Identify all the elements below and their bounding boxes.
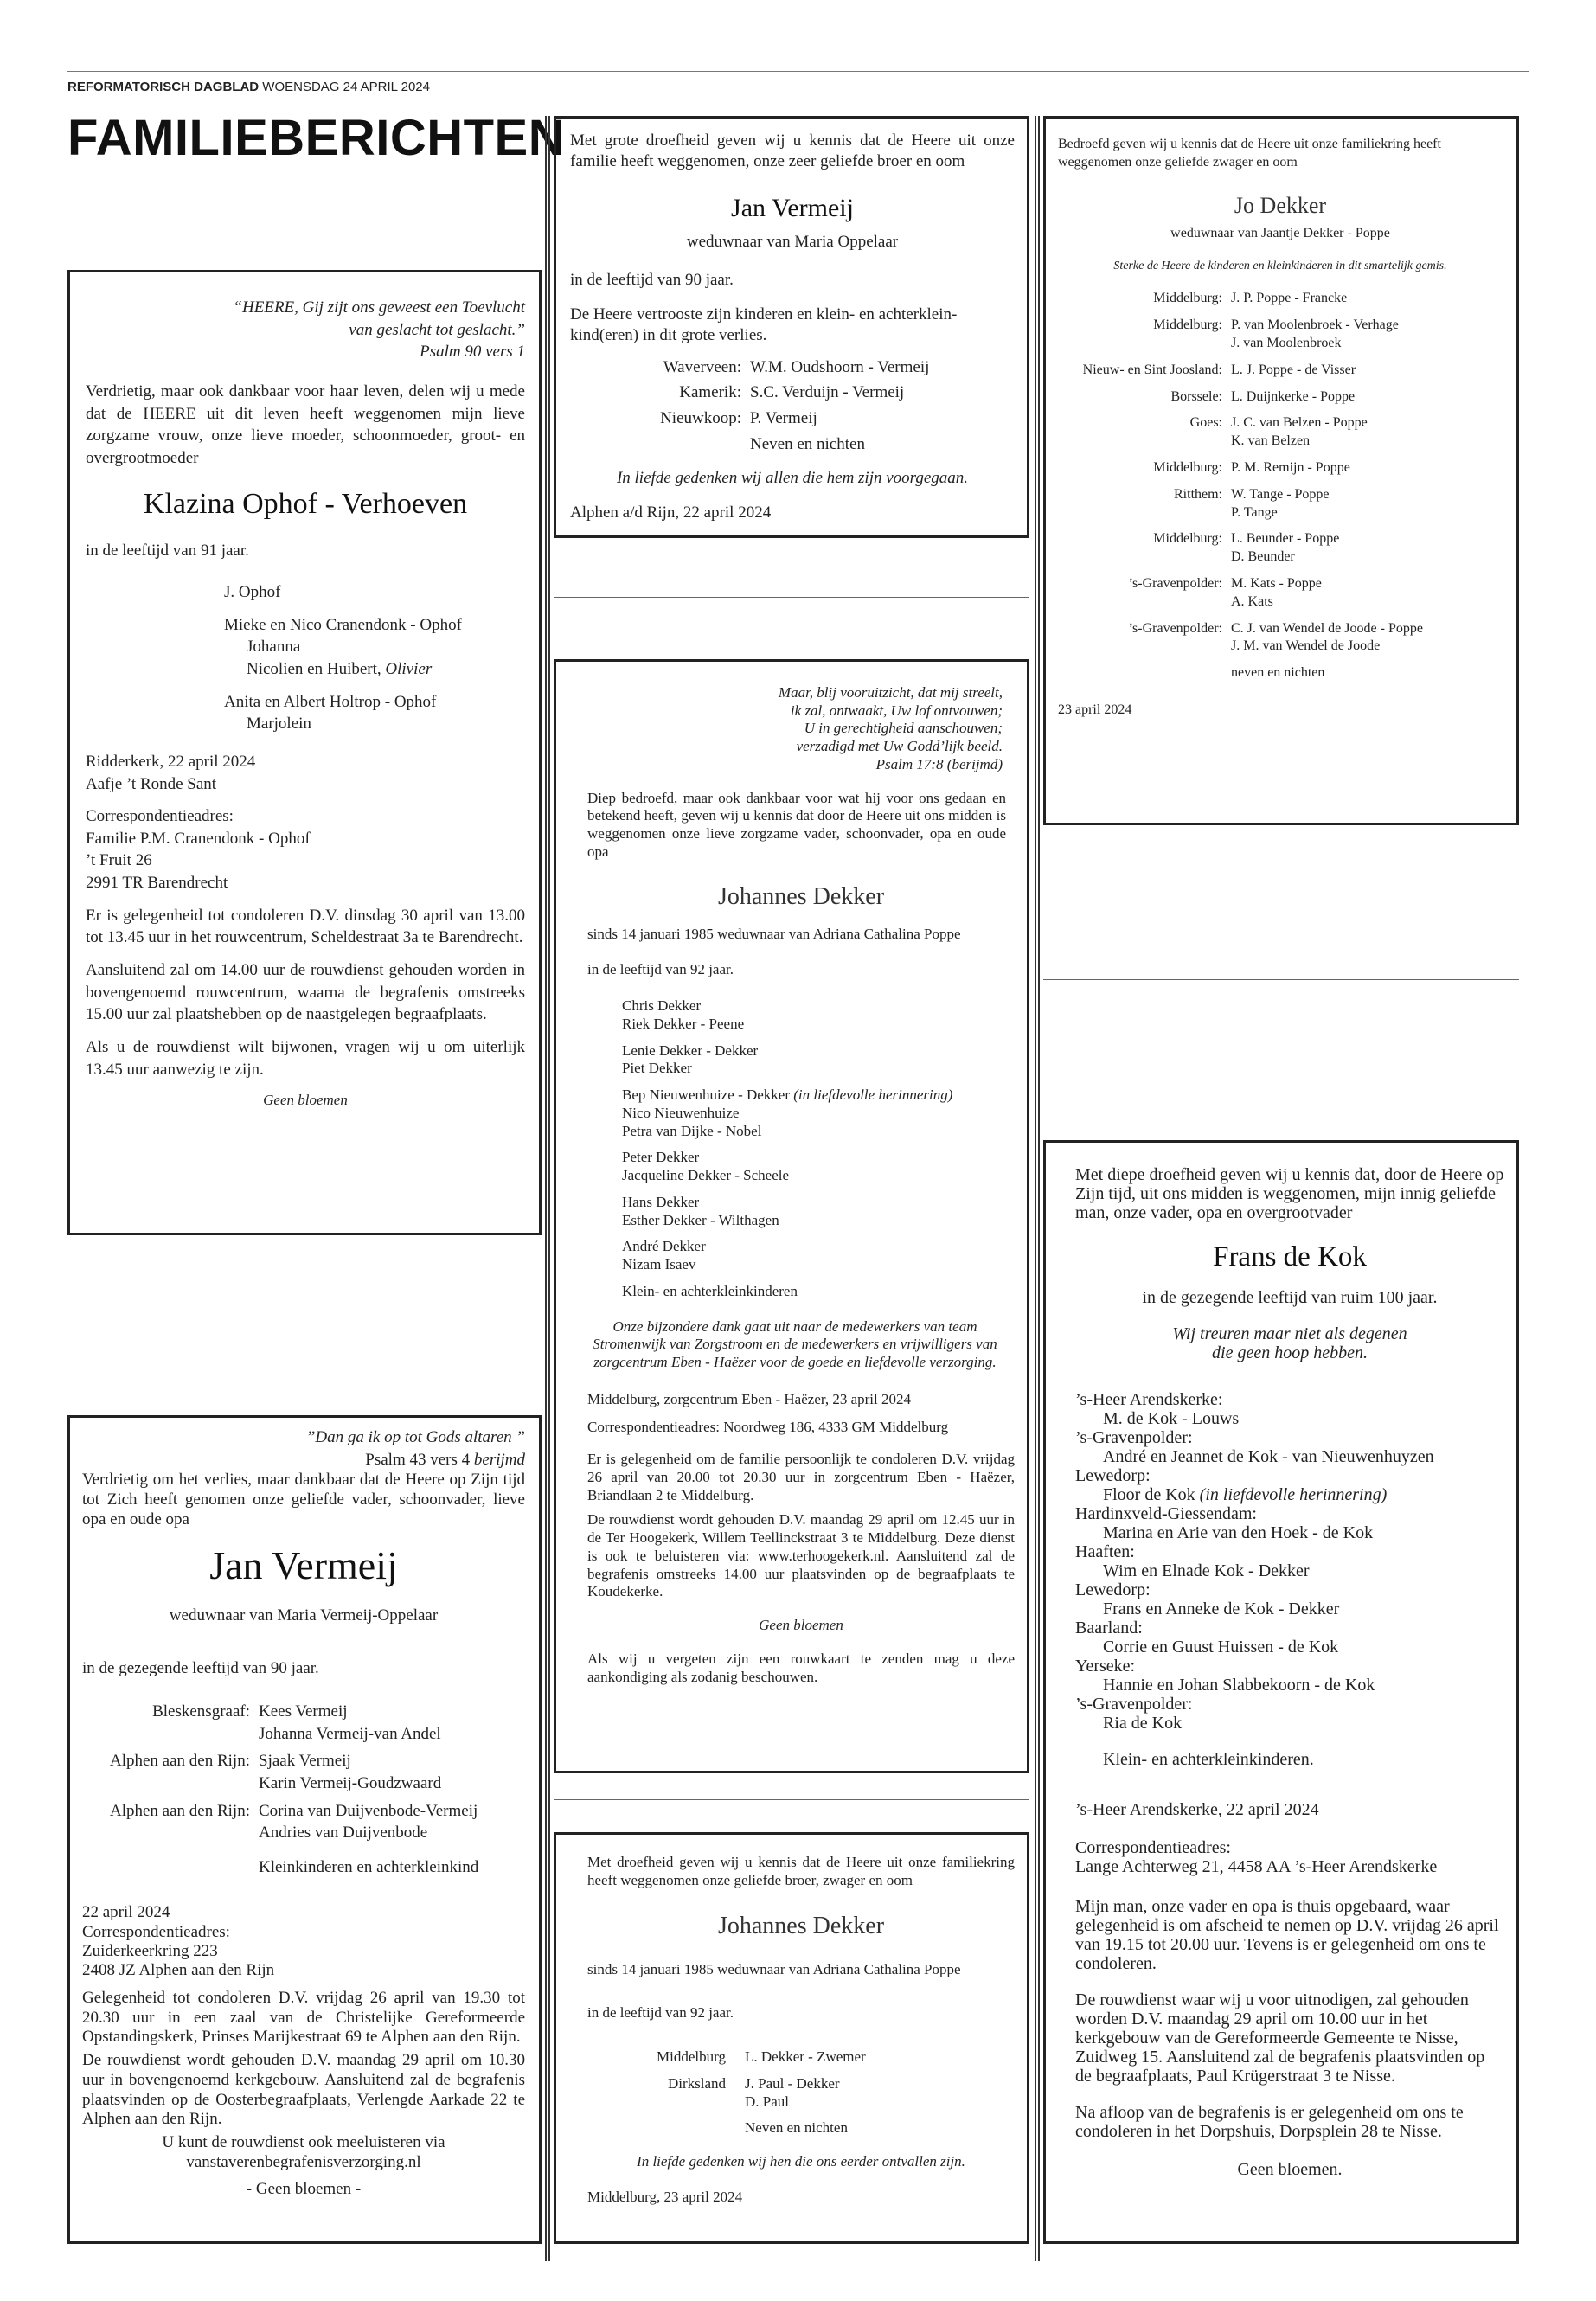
ophof-correspondence: Correspondentieadres: Familie P.M. Cranendonk - Ophof ’t Fruit 26 2991 TR Barendrecht <box>86 807 311 893</box>
family-names: Corina van Duijvenbode-Vermeij Andries van Duijvenbode <box>259 1801 478 1843</box>
jo-date: 23 april 2024 <box>1058 702 1132 717</box>
family-names-row <box>1103 1485 1504 1504</box>
vermeij2-family <box>82 1701 525 1878</box>
family-names: W. Tange - Poppe P. Tange <box>1231 486 1330 520</box>
johannes2-place-date: Middelburg, 23 april 2024 <box>587 2188 743 2205</box>
family-row <box>587 2048 1015 2067</box>
notice-jo-dekker <box>1043 116 1519 825</box>
johannes-age: in de leeftijd van 92 jaar. <box>587 960 734 977</box>
vermeij1-intro: Met grote droefheid geven wij u kennis dat de Heere uit onze familie heeft weggenomen, onze zeer geliefde broer en oom <box>570 131 1015 170</box>
johannes2-family <box>587 2048 1015 2138</box>
vermeij2-condole: Gelegenheid tot condoleren D.V. vrijdag 26 april van 19.30 tot 20.30 uur in een zaal van de Christelijke Gereformeerde Opstandingskerk, Prinses Marijkestraat 69 te Alphen aan den Rijn. <box>82 1988 525 2047</box>
family-member: Jacqueline Dekker - Scheele <box>622 1167 790 1184</box>
dekok-grandchildren: Klein- en achterkleinkinderen. <box>1103 1750 1314 1770</box>
family-names: L. Dekker - Zwemer <box>745 2048 866 2066</box>
johannes-family <box>622 997 1015 1300</box>
family-place: Alphen aan den Rijn: <box>110 1752 250 1771</box>
family-member: Petra van Dijke - Nobel <box>622 1122 762 1139</box>
dekok-no-flowers: Geen bloemen. <box>1237 2160 1343 2180</box>
johannes2-intro: Met droefheid geven wij u kennis dat de Heere uit onze familiekring heeft weggenomen onze geliefde broer, zwager en oom <box>587 1854 1015 1888</box>
family-place: ’s-Gravenpolder: <box>1128 575 1222 591</box>
family-sub: Nicolien en Huibert, <box>247 659 386 678</box>
ophof-condole: Er is gelegenheid tot condoleren D.V. dinsdag 30 april van 13.00 tot 13.45 uur in het rouwcentrum, Scheldestraat 3a te Barendrecht. <box>86 906 525 947</box>
family-names: Corrie en Guust Huissen - de Kok <box>1103 1638 1339 1657</box>
family-place: Middelburg: <box>1153 531 1222 547</box>
johannes-no-flowers: Geen bloemen <box>759 1617 843 1634</box>
vermeij2-correspondence: Correspondentieadres: Zuiderkeerkring 223 2408 JZ Alphen aan den Rijn <box>82 1923 275 1979</box>
family-names: Floor de Kok <box>1103 1485 1200 1505</box>
top-rule <box>67 71 1529 72</box>
johannes2-memory: In liefde gedenken wij hen die ons eerder ontvallen zijn. <box>637 2153 965 2170</box>
johannes-intro: Diep bedroefd, maar ook dankbaar voor wat hij voor ons gedaan en betekend heeft, geven wij u kennis dat door de Heere uit ons midden is weggenomen onze lieve zorgzame vader, schoonvader, opa en oude opa <box>587 789 1006 860</box>
vermeij2-date: 22 april 2024 <box>82 1902 170 1921</box>
family-row <box>1058 486 1503 522</box>
johannes-place-date: Middelburg, zorgcentrum Eben - Haëzer, 23 april 2024 <box>587 1390 911 1407</box>
family-place: Yerseke: <box>1075 1657 1136 1676</box>
family-place: Dirksland <box>667 2074 726 2092</box>
vermeij1-place-date: Alphen a/d Rijn, 22 april 2024 <box>570 503 772 522</box>
vermeij2-quote-ref: Psalm 43 vers 4 <box>365 1450 474 1469</box>
notice-ophof <box>67 270 542 1235</box>
family-member: Esther Dekker - Wilthagen <box>622 1211 779 1228</box>
family-names: Neven en nichten <box>750 434 865 453</box>
family-sub-row <box>247 658 525 681</box>
family-row <box>1058 530 1503 567</box>
family-place: Nieuwkoop: <box>660 409 741 428</box>
vermeij1-memory: In liefde gedenken wij allen die hem zijn voorgegaan. <box>616 469 969 488</box>
johannes-quote: Maar, blij vooruitzicht, dat mij streelt, ik zal, ontwaakt, Uw lof ontvouwen; U in gerechtigheid aanschouwen; verzadigd met Uw Godd’lijk beeld. <box>778 684 1003 755</box>
vermeij2-quote-ref-row <box>82 1449 525 1471</box>
separator-mid-1 <box>554 597 1029 598</box>
family-row <box>1058 388 1503 407</box>
johannes2-age: in de leeftijd van 92 jaar. <box>587 2004 734 2022</box>
family-place: Middelburg: <box>1153 317 1222 333</box>
ophof-attend: Als u de rouwdienst wilt bijwonen, vragen wij u om uiterlijk 13.45 uur aanwezig te zijn. <box>86 1037 525 1079</box>
column-separator-2 <box>1035 116 1040 2261</box>
ophof-name: Klazina Ophof - Verhoeven <box>143 488 468 521</box>
family-member: Mieke en Nico Cranendonk - Ophof <box>224 615 462 634</box>
family-member: Riek Dekker - Peene <box>622 1015 745 1032</box>
family-member: Nico Nieuwenhuize <box>622 1104 740 1121</box>
family-row <box>1058 362 1503 380</box>
family-place: ’s-Gravenpolder: <box>1075 1428 1193 1448</box>
family-group <box>622 1149 1015 1184</box>
vermeij2-intro: Verdrietig om het verlies, maar dankbaar dat de Heere op Zijn tijd tot Zich heeft genomen onze geliefde vader, schoonvader, lieve opa en oude opa <box>82 1471 525 1529</box>
family-group <box>622 1042 1015 1078</box>
vermeij2-quote-ref-it: berijmd <box>473 1450 525 1469</box>
johannes-forget: Als wij u vergeten zijn een rouwkaart te zenden mag u deze aankondiging als zodanig beschouwen. <box>587 1650 1015 1685</box>
dekok-service: De rouwdienst waar wij u voor uitnodigen, zal gehouden worden D.V. maandag 29 april om 10.00 uur in het kerkgebouw van de Gereformeerde Gemeente te Nisse, Zuidweg 15. Aansluitend zal de begrafenis plaatsvinden op de begraafplaats, Paul Krügerstraat 3 te Nisse. <box>1075 1990 1485 2086</box>
ophof-intro: Verdrietig, maar ook dankbaar voor haar leven, delen wij u mede dat de HEERE uit dit leven heeft weggenomen mijn lieve zorgzame vrouw, onze lieve moeder, schoonmoeder, groot- en overgrootmoeder <box>86 381 525 467</box>
vermeij2-age: in de gezegende leeftijd van 90 jaar. <box>82 1659 319 1678</box>
family-names: Wim en Elnade Kok - Dekker <box>1103 1561 1310 1581</box>
ophof-extra: Aafje ’t Ronde Sant <box>86 774 217 793</box>
family-sub-olivier: Olivier <box>385 659 433 678</box>
family-names: L. Beunder - Poppe D. Beunder <box>1231 531 1340 565</box>
family-member: Klein- en achterkleinkinderen <box>622 1282 798 1299</box>
family-member: Lenie Dekker - Dekker <box>622 1042 759 1059</box>
vermeij2-service: De rouwdienst wordt gehouden D.V. maandag 29 april om 10.30 uur in bovengenoemd kerkgebouw. Aansluitend zal de begrafenis plaatsvinden op de Oosterbegraafplaats, Verlengde Aarkade 22 te Alphen aan den Rijn. <box>82 2051 525 2129</box>
jo-widower: weduwnaar van Jaantje Dekker - Poppe <box>1170 226 1390 241</box>
dekok-age: in de gezegende leeftijd van ruim 100 jaar. <box>1142 1288 1438 1308</box>
family-row <box>570 407 1015 430</box>
family-place: Haaften: <box>1075 1542 1135 1562</box>
family-row <box>570 356 1015 379</box>
family-names: J. Paul - Dekker D. Paul <box>745 2074 840 2110</box>
family-names: Kleinkinderen en achterkleinkind <box>259 1857 479 1876</box>
family-row <box>82 1701 525 1745</box>
family-member: André Dekker <box>622 1238 706 1255</box>
jo-wish: Sterke de Heere de kinderen en kleinkinderen in dit smartelijk gemis. <box>1113 260 1447 273</box>
family-member: Nizam Isaev <box>622 1256 696 1273</box>
johannes-condole: Er is gelegenheid om de familie persoonlijk te condoleren D.V. vrijdag 26 april van 20.00 tot 20.30 uur in zorgcentrum Eben - Haëzer, Briandlaan 2 te Middelburg. <box>587 1451 1015 1503</box>
family-row <box>1058 317 1503 353</box>
family-names: P. Vermeij <box>750 409 817 428</box>
masthead <box>67 80 430 94</box>
family-names: P. M. Remijn - Poppe <box>1231 459 1350 475</box>
family-row <box>1058 664 1503 683</box>
family-names: Marina en Arie van den Hoek - de Kok <box>1103 1523 1374 1543</box>
family-names: J. C. van Belzen - Poppe K. van Belzen <box>1231 415 1368 449</box>
family-row <box>82 1750 525 1794</box>
johannes2-name: Johannes Dekker <box>717 1913 885 1940</box>
johannes2-since: sinds 14 januari 1985 weduwnaar van Adriana Cathalina Poppe <box>587 1960 961 1977</box>
family-place: Lewedorp: <box>1075 1580 1151 1600</box>
family-names: L. J. Poppe - de Visser <box>1231 362 1356 377</box>
family-place <box>570 433 750 456</box>
family-names: Neven en nichten <box>745 2119 848 2137</box>
family-row <box>570 433 1015 456</box>
family-member: Chris Dekker <box>622 997 702 1015</box>
ophof-family <box>224 581 525 735</box>
johannes-service: De rouwdienst wordt gehouden D.V. maandag 29 april om 12.45 uur in de Ter Hoogekerk, Willem Teellinckstraat 3 te Middelburg. Deze dienst is ook te beluisteren via: www.terhoogekerk.nl. Aansluitend zal de begrafenis omstreeks 14.00 uur plaatsvinden op de begraafplaats te Koudekerke. <box>587 1511 1015 1600</box>
vermeij1-widower: weduwnaar van Maria Oppelaar <box>686 233 899 251</box>
loving-memory: (in liefdevolle herinnering) <box>793 1086 953 1104</box>
family-row <box>1058 620 1503 657</box>
family-place: Middelburg: <box>1153 459 1222 475</box>
dekok-name: Frans de Kok <box>1213 1241 1367 1272</box>
family-row <box>82 1800 525 1844</box>
family-names: Frans en Anneke de Kok - Dekker <box>1103 1599 1340 1619</box>
dekok-after: Na afloop van de begrafenis is er gelegenheid om ons te condoleren in het Dorpshuis, Dorpsplein 28 te Nisse. <box>1075 2103 1464 2142</box>
family-row <box>82 1856 525 1879</box>
family-sub: Marjolein <box>247 715 311 734</box>
family-group <box>622 1194 1015 1229</box>
notice-vermeij-1 <box>554 116 1029 538</box>
masthead-date: WOENSDAG 24 APRIL 2024 <box>262 80 430 94</box>
dekok-family <box>1075 1390 1504 1733</box>
family-member: Bep Nieuwenhuize - Dekker <box>622 1086 794 1104</box>
family-place: Borssele: <box>1170 388 1222 404</box>
dekok-correspondence: Correspondentieadres: Lange Achterweg 21, 4458 AA ’s-Heer Arendskerke <box>1075 1838 1438 1877</box>
family-member: Hans Dekker <box>622 1193 700 1210</box>
dekok-place-date: ’s-Heer Arendskerke, 22 april 2024 <box>1075 1800 1319 1820</box>
family-group <box>622 1238 1015 1273</box>
family-place <box>82 1856 259 1879</box>
family-member: Anita en Albert Holtrop - Ophof <box>224 692 437 711</box>
column-separator-1 <box>545 116 550 2261</box>
vermeij2-no-flowers: - Geen bloemen - <box>246 2179 362 2198</box>
johannes-since: sinds 14 januari 1985 weduwnaar van Adriana Cathalina Poppe <box>587 925 961 942</box>
notice-johannes-dekker <box>554 659 1029 1773</box>
family-names: P. van Moolenbroek - Verhage J. van Moolenbroek <box>1231 317 1399 350</box>
family-names: J. P. Poppe - Francke <box>1231 291 1348 306</box>
johannes-thanks: Onze bijzondere dank gaat uit naar de medewerkers van team Stromenwijk van Zorgstroom en de medewerkers en vrijwilligers van zorgcentrum Eben - Haëzer voor de goede en liefdevolle verzorging. <box>593 1317 997 1370</box>
separator-right <box>1043 979 1519 980</box>
family-place: Ritthem: <box>1174 486 1222 502</box>
family-row <box>587 2119 1015 2138</box>
family-group <box>622 997 1015 1033</box>
family-place: Goes: <box>1189 415 1222 431</box>
ophof-service: Aansluitend zal om 14.00 uur de rouwdienst gehouden worden in bovengenoemd rouwcentrum, waarna de begrafenis omstreeks 15.00 uur zal plaatshebben op de naastgelegen begraafplaats. <box>86 960 525 1024</box>
family-sub: Johanna <box>247 638 301 657</box>
vermeij1-name: Jan Vermeij <box>731 193 854 222</box>
dekok-intro: Met diepe droefheid geven wij u kennis dat, door de Heere op Zijn tijd, uit ons midden is weggenomen, mijn innig geliefde man, onze vader, opa en overgrootvader <box>1075 1165 1504 1222</box>
family-member-row <box>622 1086 1015 1105</box>
separator-mid-2 <box>554 1799 1029 1800</box>
notice-frans-de-kok <box>1043 1140 1519 2244</box>
family-row <box>1058 414 1503 451</box>
masthead-paper: REFORMATORISCH DAGBLAD <box>67 80 260 94</box>
family-place: Baarland: <box>1075 1618 1143 1638</box>
family-place: Kamerik: <box>679 383 741 402</box>
family-row <box>1058 459 1503 478</box>
family-names: M. de Kok - Louws <box>1103 1409 1240 1429</box>
vermeij1-comfort: De Heere vertrooste zijn kinderen en klein- en achterkleinkind(eren) in dit grote verlies. <box>570 305 958 345</box>
family-place: Waverveen: <box>663 357 741 376</box>
jo-name: Jo Dekker <box>1234 192 1327 218</box>
vermeij1-age: in de leeftijd van 90 jaar. <box>570 270 734 289</box>
family-names: S.C. Verduijn - Vermeij <box>750 383 905 402</box>
family-member: Peter Dekker <box>622 1149 700 1166</box>
family-names: Hannie en Johan Slabbekoorn - de Kok <box>1103 1676 1375 1695</box>
vermeij2-quote: ”Dan ga ik op tot Gods altaren ” <box>305 1428 525 1446</box>
loving-memory: (in liefdevolle herinnering) <box>1199 1485 1388 1505</box>
family-place: Middelburg: <box>1153 291 1222 306</box>
johannes-correspondence: Correspondentieadres: Noordweg 186, 4333 GM Middelburg <box>587 1419 949 1436</box>
family-place: ’s-Heer Arendskerke: <box>1075 1390 1223 1410</box>
family-place <box>1058 664 1231 683</box>
family-group <box>622 1086 1015 1140</box>
vermeij2-widower: weduwnaar van Maria Vermeij-Oppelaar <box>169 1606 439 1625</box>
vermeij2-name: Jan Vermeij <box>209 1542 398 1587</box>
family-member: Piet Dekker <box>622 1060 692 1077</box>
family-names: Sjaak Vermeij Karin Vermeij-Goudzwaard <box>259 1752 442 1792</box>
family-place: Bleskensgraaf: <box>152 1702 250 1721</box>
family-place: Nieuw- en Sint Joosland: <box>1082 362 1222 377</box>
vermeij1-family <box>570 356 1015 456</box>
family-place: ’s-Gravenpolder: <box>1075 1695 1193 1715</box>
family-names: Ria de Kok <box>1103 1714 1183 1734</box>
family-names: Kees Vermeij Johanna Vermeij-van Andel <box>259 1702 441 1743</box>
family-row <box>570 381 1015 404</box>
family-place <box>587 2119 734 2138</box>
family-place: Lewedorp: <box>1075 1466 1151 1486</box>
ophof-no-flowers: Geen bloemen <box>263 1092 348 1109</box>
family-names: M. Kats - Poppe A. Kats <box>1231 575 1322 609</box>
family-names: neven en nichten <box>1231 665 1325 681</box>
family-place: Hardinxveld-Giessendam: <box>1075 1504 1257 1524</box>
family-member: J. Ophof <box>224 583 281 602</box>
ophof-age: in de leeftijd van 91 jaar. <box>86 542 249 561</box>
family-names: L. Duijnkerke - Poppe <box>1231 388 1356 404</box>
jo-intro: Bedroefd geven wij u kennis dat de Heere uit onze familiekring heeft weggenomen onze geliefde zwager en oom <box>1058 137 1441 170</box>
family-place: Alphen aan den Rijn: <box>110 1801 250 1820</box>
family-names: C. J. van Wendel de Joode - Poppe J. M. van Wendel de Joode <box>1231 620 1423 654</box>
ophof-place-date: Ridderkerk, 22 april 2024 <box>86 752 256 771</box>
ophof-quote-ref: Psalm 90 vers 1 <box>420 343 525 362</box>
family-row <box>1058 290 1503 308</box>
vermeij2-listen: U kunt de rouwdienst ook meeluisteren via vanstaverenbegrafenisverzorging.nl <box>162 2133 445 2172</box>
johannes-quote-ref: Psalm 17:8 (berijmd) <box>875 755 1003 772</box>
section-title: FAMILIEBERICHTEN <box>67 110 566 166</box>
ophof-quote: “HEERE, Gij zijt ons geweest een Toevlucht van geslacht tot geslacht.” <box>233 298 525 339</box>
notice-vermeij-2 <box>67 1415 542 2244</box>
family-row <box>1058 575 1503 612</box>
dekok-verse: Wij treuren maar niet als degenen die geen hoop hebben. <box>1172 1324 1407 1363</box>
family-names: W.M. Oudshoorn - Vermeij <box>750 357 930 376</box>
dekok-home: Mijn man, onze vader en opa is thuis opgebaard, waar gelegenheid is om afscheid te nemen op D.V. vrijdag 26 april van 19.15 tot 20.00 uur. Tevens is er gelegenheid om ons te condoleren. <box>1075 1897 1499 1974</box>
johannes-name: Johannes Dekker <box>717 882 885 910</box>
family-place: ’s-Gravenpolder: <box>1128 620 1222 636</box>
family-row <box>587 2075 1015 2111</box>
family-names: André en Jeannet de Kok - van Nieuwenhuyzen <box>1103 1447 1434 1467</box>
notice-johannes-dekker-2 <box>554 1832 1029 2244</box>
family-place: Middelburg <box>657 2048 726 2066</box>
jo-family <box>1058 290 1503 683</box>
